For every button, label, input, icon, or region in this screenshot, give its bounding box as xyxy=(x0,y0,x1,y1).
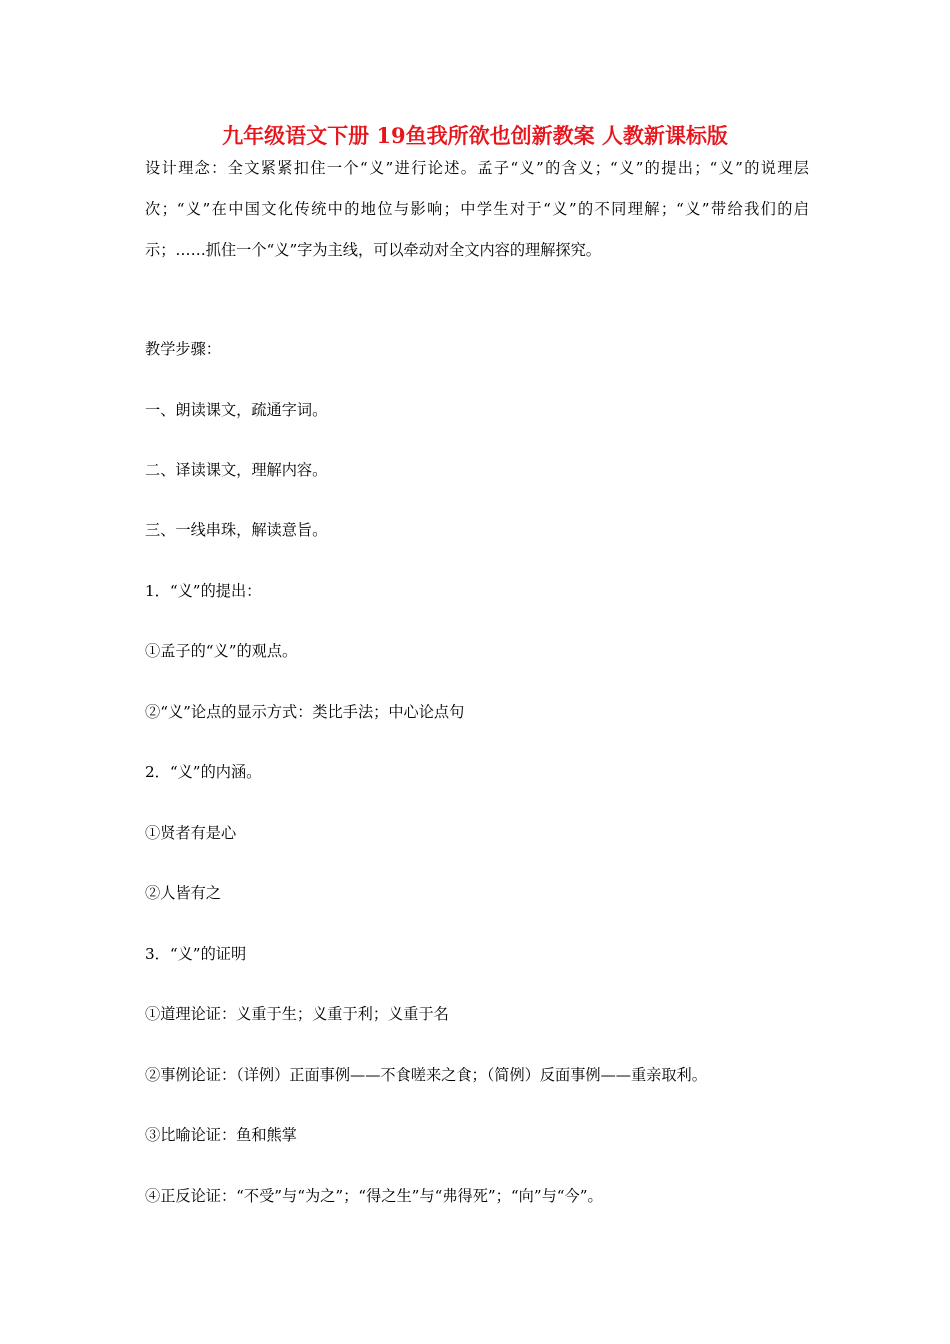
paragraph-step-two: 二、译读课文，理解内容。 xyxy=(145,461,328,479)
paragraph-step-three: 三、一线串珠，解读意旨。 xyxy=(145,521,328,539)
paragraph-point-3-c: ③比喻论证：鱼和熊掌 xyxy=(145,1126,297,1144)
paragraph-point-1-b: ②“义”论点的显示方式：类比手法；中心论点句 xyxy=(145,703,465,721)
paragraph-point-2-a: ①贤者有是心 xyxy=(145,824,237,842)
paragraph-point-2: 2．“义”的内涵。 xyxy=(145,763,262,781)
document-body xyxy=(145,148,809,271)
paragraph-point-1-a: ①孟子的“义”的观点。 xyxy=(145,642,298,660)
paragraph-point-2-b: ②人皆有之 xyxy=(145,884,221,902)
paragraph-point-3-d: ④正反论证：“不受”与“为之”；“得之生”与“弗得死”；“向”与“今”。 xyxy=(145,1187,603,1205)
design-concept-paragraph: 设计理念：全文紧紧扣住一个“义”进行论述。孟子“义”的含义；“义”的提出；“义”的说理层次；“义”在中国文化传统中的地位与影响；中学生对于“义”的不同理解；“义”带给我们的启示；……抓住一个“义”字为主线，可以牵动对全文内容的理解探究。 xyxy=(145,159,809,259)
paragraph-teaching-steps: 教学步骤： xyxy=(145,340,221,358)
paragraph-point-3-a: ①道理论证：义重于生；义重于利；义重于名 xyxy=(145,1005,449,1023)
paragraph-point-3: 3．“义”的证明 xyxy=(145,945,247,963)
paragraph-step-one: 一、朗读课文，疏通字词。 xyxy=(145,401,328,419)
paragraph-point-1: 1．“义”的提出： xyxy=(145,582,262,600)
document-title: 九年级语文下册 19鱼我所欲也创新教案 人教新课标版 xyxy=(222,123,728,148)
paragraph-point-3-b: ②事例论证：（详例）正面事例——不食嗟来之食；（简例）反面事例——重亲取利。 xyxy=(145,1066,707,1084)
